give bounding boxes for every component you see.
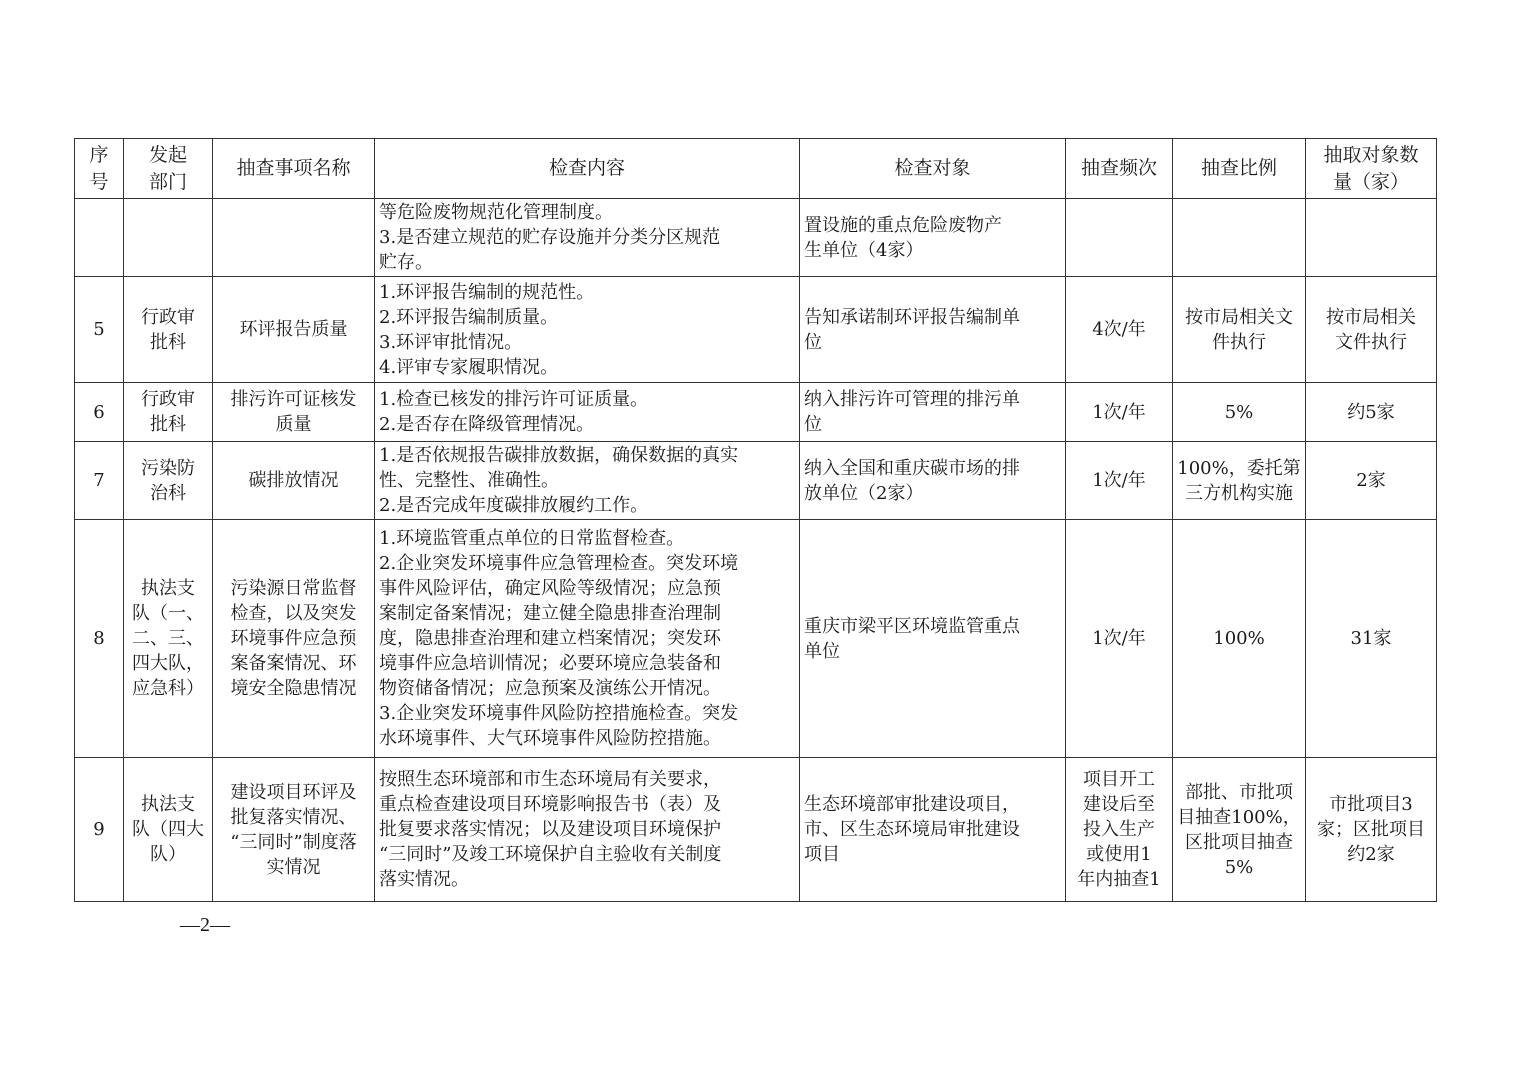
cell-item-line: 实情况 bbox=[266, 856, 321, 878]
cell-ratio bbox=[1173, 383, 1306, 442]
cell-ratio-line: 5% bbox=[1224, 856, 1254, 878]
cell-freq bbox=[1066, 199, 1173, 277]
cell-item-line: 建设项目环评及 bbox=[230, 781, 357, 803]
cell-item bbox=[213, 520, 375, 758]
cell-dept-line: 执法支 bbox=[141, 794, 195, 815]
cell-item-line: “三同时”制度落 bbox=[230, 831, 357, 853]
cell-content bbox=[375, 277, 800, 383]
cell-seq: 7 bbox=[75, 442, 124, 520]
cell-content-line: “三同时”及竣工环境保护自主验收有关制度 bbox=[379, 844, 722, 865]
cell-item-line: 碳排放情况 bbox=[248, 470, 339, 491]
cell-seq: 6 bbox=[75, 383, 124, 442]
cell-content-line: 3.是否建立规范的贮存设施并分类分区规范 bbox=[379, 227, 721, 248]
cell-item bbox=[213, 758, 375, 902]
cell-count-line: 市批项目3 bbox=[1329, 794, 1413, 815]
header-ratio: 抽查比例 bbox=[1173, 139, 1306, 199]
cell-dept-line: 批科 bbox=[150, 331, 186, 353]
cell-freq-line: 1次/年 bbox=[1092, 470, 1146, 491]
cell-target bbox=[800, 199, 1066, 277]
cell-target bbox=[800, 383, 1066, 442]
cell-seq: 9 bbox=[75, 758, 124, 902]
table-row bbox=[75, 277, 1437, 383]
cell-ratio bbox=[1173, 199, 1306, 277]
cell-ratio-line: 三方机构实施 bbox=[1185, 482, 1293, 504]
cell-content-line: 事件风险评估，确定风险等级情况；应急预 bbox=[379, 578, 721, 599]
cell-ratio bbox=[1173, 277, 1306, 383]
cell-count-line: 按市局相关 bbox=[1326, 306, 1416, 328]
header-content: 检查内容 bbox=[375, 139, 800, 199]
cell-target-line: 纳入全国和重庆碳市场的排 bbox=[804, 457, 1020, 479]
cell-target-line: 位 bbox=[804, 414, 822, 435]
cell-content-line: 2.环评报告编制质量。 bbox=[379, 306, 559, 328]
cell-content-line: 境事件应急培训情况；必要环境应急装备和 bbox=[379, 653, 721, 674]
cell-freq-line: 年内抽查1 bbox=[1077, 869, 1161, 890]
cell-dept bbox=[124, 520, 213, 758]
cell-item bbox=[213, 277, 375, 383]
cell-content-line: 贮存。 bbox=[379, 252, 433, 273]
cell-count-line: 文件执行 bbox=[1335, 331, 1407, 353]
cell-content bbox=[375, 758, 800, 902]
cell-target-line: 告知承诺制环评报告编制单 bbox=[804, 306, 1020, 328]
cell-content-line: 2.是否存在降级管理情况。 bbox=[379, 414, 595, 435]
cell-ratio-line: 件执行 bbox=[1212, 331, 1266, 353]
cell-target bbox=[800, 277, 1066, 383]
cell-ratio-line: 100% bbox=[1213, 628, 1265, 649]
cell-dept-line: 污染防 bbox=[141, 457, 195, 479]
table-row bbox=[75, 442, 1437, 520]
cell-ratio bbox=[1173, 758, 1306, 902]
cell-seq: 5 bbox=[75, 277, 124, 383]
cell-item-line: 质量 bbox=[275, 414, 312, 435]
cell-content-line: 2.企业突发环境事件应急管理检查。突发环境 bbox=[379, 553, 739, 574]
cell-content bbox=[375, 520, 800, 758]
cell-count bbox=[1306, 520, 1437, 758]
table-row bbox=[75, 199, 1437, 277]
cell-content-line: 1.环评报告编制的规范性。 bbox=[379, 281, 595, 303]
header-target: 检查对象 bbox=[800, 139, 1066, 199]
cell-item-line: 案备案情况、环 bbox=[230, 653, 357, 674]
cell-dept bbox=[124, 199, 213, 277]
cell-freq-line: 1次/年 bbox=[1092, 628, 1146, 649]
header-dept: 发起 部门 bbox=[124, 139, 213, 199]
cell-count-line: 2家 bbox=[1356, 470, 1386, 491]
table-row bbox=[75, 758, 1437, 902]
cell-ratio-line: 按市局相关文 bbox=[1185, 306, 1293, 328]
cell-target bbox=[800, 520, 1066, 758]
cell-ratio-line: 区批项目抽查 bbox=[1185, 831, 1293, 853]
cell-item bbox=[213, 383, 375, 442]
cell-item bbox=[213, 442, 375, 520]
cell-content-line: 1.检查已核发的排污许可证质量。 bbox=[379, 389, 649, 410]
cell-content bbox=[375, 199, 800, 277]
header-count: 抽取对象数 量（家） bbox=[1306, 139, 1437, 199]
cell-ratio-line: 目抽查100%， bbox=[1177, 806, 1301, 828]
cell-content-line: 度，隐患排查治理和建立档案情况；突发环 bbox=[379, 628, 721, 649]
cell-item bbox=[213, 199, 375, 277]
cell-target bbox=[800, 758, 1066, 902]
cell-target-line: 生单位（4家） bbox=[804, 239, 924, 261]
cell-target-line: 生态环境部审批建设项目， bbox=[804, 794, 1020, 815]
cell-dept-line: 队（一、 bbox=[132, 603, 204, 624]
table-header-row bbox=[75, 139, 1437, 199]
cell-content bbox=[375, 383, 800, 442]
cell-dept-line: 应急科） bbox=[132, 678, 204, 699]
cell-ratio-line: 100%，委托第 bbox=[1177, 457, 1301, 479]
cell-content-line: 2.是否完成年度碳排放履约工作。 bbox=[379, 495, 649, 516]
cell-target bbox=[800, 442, 1066, 520]
header-freq: 抽查频次 bbox=[1066, 139, 1173, 199]
cell-item-line: 境安全隐患情况 bbox=[230, 678, 357, 699]
header-seq: 序 号 bbox=[75, 139, 124, 199]
cell-target-line: 重庆市梁平区环境监管重点 bbox=[804, 615, 1020, 637]
cell-freq-line: 或使用1 bbox=[1086, 844, 1152, 865]
cell-target-line: 项目 bbox=[804, 844, 840, 865]
cell-freq-line: 建设后至 bbox=[1083, 794, 1155, 815]
cell-content-line: 批复要求落实情况；以及建设项目环境保护 bbox=[379, 819, 721, 840]
cell-content-line: 1.是否依规报告碳排放数据，确保数据的真实 bbox=[379, 445, 739, 466]
cell-dept-line: 执法支 bbox=[141, 578, 195, 599]
cell-seq: 8 bbox=[75, 520, 124, 758]
cell-target-line: 单位 bbox=[804, 640, 840, 662]
cell-content-line: 重点检查建设项目环境影响报告书（表）及 bbox=[379, 794, 721, 815]
cell-dept-line: 四大队， bbox=[132, 653, 204, 674]
cell-target-line: 置设施的重点危险废物产 bbox=[804, 214, 1002, 236]
cell-dept-line: 治科 bbox=[150, 482, 186, 504]
cell-ratio bbox=[1173, 442, 1306, 520]
cell-count bbox=[1306, 758, 1437, 902]
cell-content-line: 案制定备案情况；建立健全隐患排查治理制 bbox=[379, 603, 721, 624]
cell-freq bbox=[1066, 383, 1173, 442]
cell-dept-line: 二、三、 bbox=[132, 628, 204, 649]
cell-content-line: 水环境事件、大气环境事件风险防控措施。 bbox=[379, 728, 721, 749]
cell-freq bbox=[1066, 758, 1173, 902]
cell-content-line: 按照生态环境部和市生态环境局有关要求， bbox=[379, 769, 721, 790]
cell-count bbox=[1306, 199, 1437, 277]
cell-freq-line: 投入生产 bbox=[1083, 819, 1155, 840]
cell-count bbox=[1306, 277, 1437, 383]
cell-content-line: 等危险废物规范化管理制度。 bbox=[379, 202, 613, 223]
cell-freq bbox=[1066, 520, 1173, 758]
page-number: —2— bbox=[180, 914, 230, 936]
cell-content-line: 3.环评审批情况。 bbox=[379, 331, 523, 353]
cell-seq bbox=[75, 199, 124, 277]
cell-freq-line: 4次/年 bbox=[1092, 319, 1146, 340]
cell-content-line: 1.环境监管重点单位的日常监督检查。 bbox=[379, 528, 685, 549]
cell-target-line: 纳入排污许可管理的排污单 bbox=[804, 389, 1020, 410]
cell-dept bbox=[124, 442, 213, 520]
cell-item-line: 检查，以及突发 bbox=[230, 603, 357, 624]
cell-dept-line: 行政审 bbox=[141, 389, 195, 410]
cell-item-line: 批复落实情况、 bbox=[230, 806, 357, 828]
cell-item-line: 环境事件应急预 bbox=[230, 628, 357, 649]
cell-count-line: 约5家 bbox=[1347, 401, 1395, 423]
cell-content-line: 3.企业突发环境事件风险防控措施检查。突发 bbox=[379, 703, 739, 724]
cell-dept-line: 批科 bbox=[150, 414, 186, 435]
cell-ratio-line: 部批、市批项 bbox=[1185, 781, 1293, 803]
inspection-table bbox=[74, 138, 1437, 902]
cell-dept bbox=[124, 758, 213, 902]
cell-target-line: 市、区生态环境局审批建设 bbox=[804, 819, 1020, 840]
cell-dept-line: 行政审 bbox=[141, 306, 195, 328]
cell-ratio-line: 5% bbox=[1224, 401, 1254, 423]
cell-item-line: 污染源日常监督 bbox=[230, 578, 357, 599]
cell-count-line: 约2家 bbox=[1347, 844, 1395, 865]
table-body bbox=[75, 199, 1437, 902]
cell-target-line: 位 bbox=[804, 331, 822, 353]
cell-content-line: 性、完整性、准确性。 bbox=[379, 470, 559, 491]
cell-content bbox=[375, 442, 800, 520]
cell-dept-line: 队） bbox=[150, 844, 186, 865]
cell-count-line: 31家 bbox=[1350, 628, 1392, 649]
header-item: 抽查事项名称 bbox=[213, 139, 375, 199]
cell-item-line: 环评报告质量 bbox=[239, 319, 348, 340]
cell-count-line: 家；区批项目 bbox=[1317, 819, 1425, 840]
cell-target-line: 放单位（2家） bbox=[804, 482, 924, 504]
cell-item-line: 排污许可证核发 bbox=[230, 389, 357, 410]
cell-count bbox=[1306, 383, 1437, 442]
table-row bbox=[75, 383, 1437, 442]
cell-content-line: 4.评审专家履职情况。 bbox=[379, 356, 559, 378]
cell-count bbox=[1306, 442, 1437, 520]
cell-content-line: 物资储备情况；应急预案及演练公开情况。 bbox=[379, 678, 721, 699]
cell-freq bbox=[1066, 277, 1173, 383]
cell-ratio bbox=[1173, 520, 1306, 758]
cell-dept-line: 队（四大 bbox=[132, 819, 204, 840]
cell-freq bbox=[1066, 442, 1173, 520]
table-row bbox=[75, 520, 1437, 758]
cell-content-line: 落实情况。 bbox=[379, 869, 469, 890]
cell-freq-line: 项目开工 bbox=[1083, 769, 1155, 790]
cell-freq-line: 1次/年 bbox=[1092, 401, 1146, 423]
cell-dept bbox=[124, 383, 213, 442]
cell-dept bbox=[124, 277, 213, 383]
